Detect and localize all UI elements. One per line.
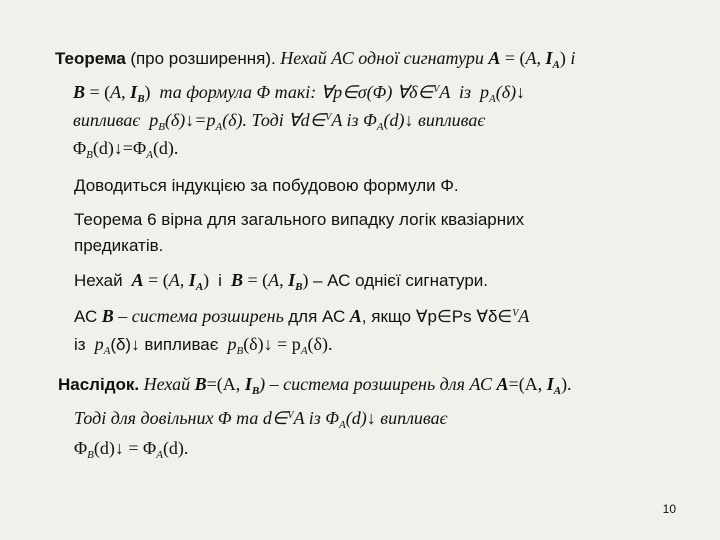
symbol-close: ) bbox=[559, 48, 566, 68]
subscript: A bbox=[553, 385, 562, 397]
corollary-text: ). bbox=[561, 374, 572, 394]
page-number: 10 bbox=[662, 502, 676, 516]
symbol-I: I bbox=[288, 270, 296, 290]
subscript: B bbox=[87, 449, 94, 461]
corollary-text: Нехай bbox=[143, 374, 191, 394]
theorem-text: (d). bbox=[152, 138, 179, 158]
symbol-close: ) bbox=[203, 270, 210, 290]
theorem-text: (d)↓=Φ bbox=[92, 138, 147, 158]
theorem-line-1 bbox=[55, 46, 575, 73]
corollary-text: ) – система розширень для АС bbox=[259, 374, 493, 394]
superscript: V bbox=[433, 84, 440, 95]
theorem-line-3 bbox=[73, 108, 485, 136]
symbol-B: B bbox=[230, 270, 243, 290]
paragraph-text: для АС bbox=[288, 307, 346, 326]
subscript: A bbox=[156, 449, 163, 461]
word-and: і bbox=[218, 271, 222, 290]
theorem-text: (δ)↓ bbox=[495, 82, 526, 102]
subscript: B bbox=[236, 345, 244, 357]
corollary-line-3 bbox=[74, 436, 188, 463]
subscript: A bbox=[552, 59, 560, 71]
symbol-phi: Φ bbox=[73, 138, 87, 158]
symbol-eq: = ( bbox=[89, 82, 111, 102]
corollary-text: (d)↓ = Φ bbox=[93, 438, 157, 458]
symbol-I: I bbox=[244, 374, 252, 394]
superscript: V bbox=[325, 112, 332, 123]
paragraph-induction: Доводиться індукцією за побудовою формули Φ. bbox=[74, 176, 459, 195]
symbol-p: p bbox=[227, 334, 237, 354]
subscript: A bbox=[376, 121, 384, 133]
symbol-Aset: A bbox=[110, 82, 122, 102]
symbol-eq: =(A, bbox=[206, 374, 241, 394]
theorem-line-4 bbox=[73, 136, 178, 163]
paragraph-text: (δ)↓ = p bbox=[243, 334, 301, 354]
theorem-text: випливає bbox=[73, 110, 141, 130]
superscript: V bbox=[512, 308, 519, 319]
symbol-close: ) bbox=[144, 82, 151, 102]
theorem-line-2 bbox=[73, 80, 525, 108]
theorem-title: (про розширення). bbox=[130, 49, 276, 68]
paragraph-theorem6-line-2: предикатів. bbox=[74, 236, 164, 255]
superscript: V bbox=[287, 410, 294, 421]
paragraph-text: (δ). bbox=[307, 334, 333, 354]
symbol-p: p bbox=[480, 82, 490, 102]
subscript: A bbox=[146, 149, 153, 161]
symbol-B: B bbox=[194, 374, 207, 394]
symbol-A: A bbox=[496, 374, 509, 394]
corollary-line-2 bbox=[74, 406, 447, 434]
symbol-phi: Φ bbox=[74, 438, 88, 458]
corollary-text: (d)↓ випливає bbox=[345, 408, 448, 428]
corollary-line-1 bbox=[58, 372, 572, 399]
word-let: Нехай bbox=[74, 271, 123, 290]
word-iz: із bbox=[459, 82, 472, 102]
symbol-eq: = ( bbox=[504, 48, 526, 68]
symbol-A: A bbox=[349, 306, 362, 326]
subscript: B bbox=[251, 385, 260, 397]
symbol-I: I bbox=[545, 48, 553, 68]
theorem-text: та формула Φ такі: ∀p∈σ(Φ) ∀δ∈ bbox=[159, 82, 434, 102]
subscript: B bbox=[158, 121, 165, 133]
subscript: B bbox=[295, 281, 303, 293]
symbol-eq: = ( bbox=[148, 270, 169, 290]
word-and: і bbox=[570, 48, 576, 68]
theorem-text: Нехай АС одної сигнатури bbox=[280, 48, 484, 68]
paragraph-text: (δ)↓ випливає bbox=[110, 335, 219, 354]
corollary-label: Наслідок. bbox=[58, 375, 140, 394]
word-iz: із bbox=[74, 335, 86, 354]
paragraph-theorem6-line-1: Теорема 6 вірна для загального випадку логік квазіарних bbox=[74, 210, 525, 229]
symbol-comma: , bbox=[121, 82, 126, 102]
symbol-Aset: A, bbox=[168, 270, 185, 290]
theorem-label: Теорема bbox=[55, 49, 126, 68]
paragraph-definition-line-1 bbox=[74, 304, 529, 332]
paragraph-definition-line-2 bbox=[74, 332, 333, 359]
symbol-Aset: A, bbox=[268, 270, 284, 290]
symbol-I: I bbox=[188, 270, 196, 290]
subscript: A bbox=[103, 345, 111, 357]
theorem-text: (δ)↓=p bbox=[164, 110, 216, 130]
symbol-eq: =(A, bbox=[508, 374, 543, 394]
symbol-Aset: A bbox=[525, 48, 537, 68]
subscript: B bbox=[86, 149, 93, 161]
symbol-comma: , bbox=[536, 48, 542, 68]
corollary-text: A із Φ bbox=[293, 408, 340, 428]
word-ac: АС bbox=[74, 307, 98, 326]
term-extension-system: – система розширень bbox=[118, 306, 284, 326]
subscript: A bbox=[300, 345, 308, 357]
theorem-text: (d)↓ випливає bbox=[383, 110, 486, 130]
symbol-I: I bbox=[130, 82, 138, 102]
symbol-A: A bbox=[518, 306, 530, 326]
paragraph-let bbox=[74, 268, 488, 295]
subscript: A bbox=[489, 93, 496, 105]
paragraph-text: , якщо ∀p∈Ps ∀δ∈ bbox=[361, 307, 513, 326]
symbol-B: B bbox=[101, 306, 114, 326]
subscript: B bbox=[137, 93, 145, 105]
symbol-p: p bbox=[94, 334, 104, 354]
symbol-p: p bbox=[149, 110, 159, 130]
symbol-A: A bbox=[131, 270, 144, 290]
symbol-A: A bbox=[488, 48, 501, 68]
symbol-close: ) bbox=[302, 270, 309, 290]
symbol-eq: = ( bbox=[247, 270, 269, 290]
corollary-text: Тоді для довільних Φ та d∈ bbox=[74, 408, 288, 428]
theorem-text: A із Φ bbox=[331, 110, 377, 130]
subscript: A bbox=[195, 281, 204, 293]
symbol-B: B bbox=[73, 82, 86, 102]
symbol-A: A bbox=[439, 82, 450, 102]
corollary-text: (d). bbox=[162, 438, 189, 458]
subscript: A bbox=[339, 419, 346, 431]
subscript: A bbox=[215, 121, 223, 133]
paragraph-text: – АС однієї сигнатури. bbox=[312, 271, 489, 290]
theorem-text: (δ). Тоді ∀d∈ bbox=[222, 110, 326, 130]
symbol-I: I bbox=[546, 374, 554, 394]
